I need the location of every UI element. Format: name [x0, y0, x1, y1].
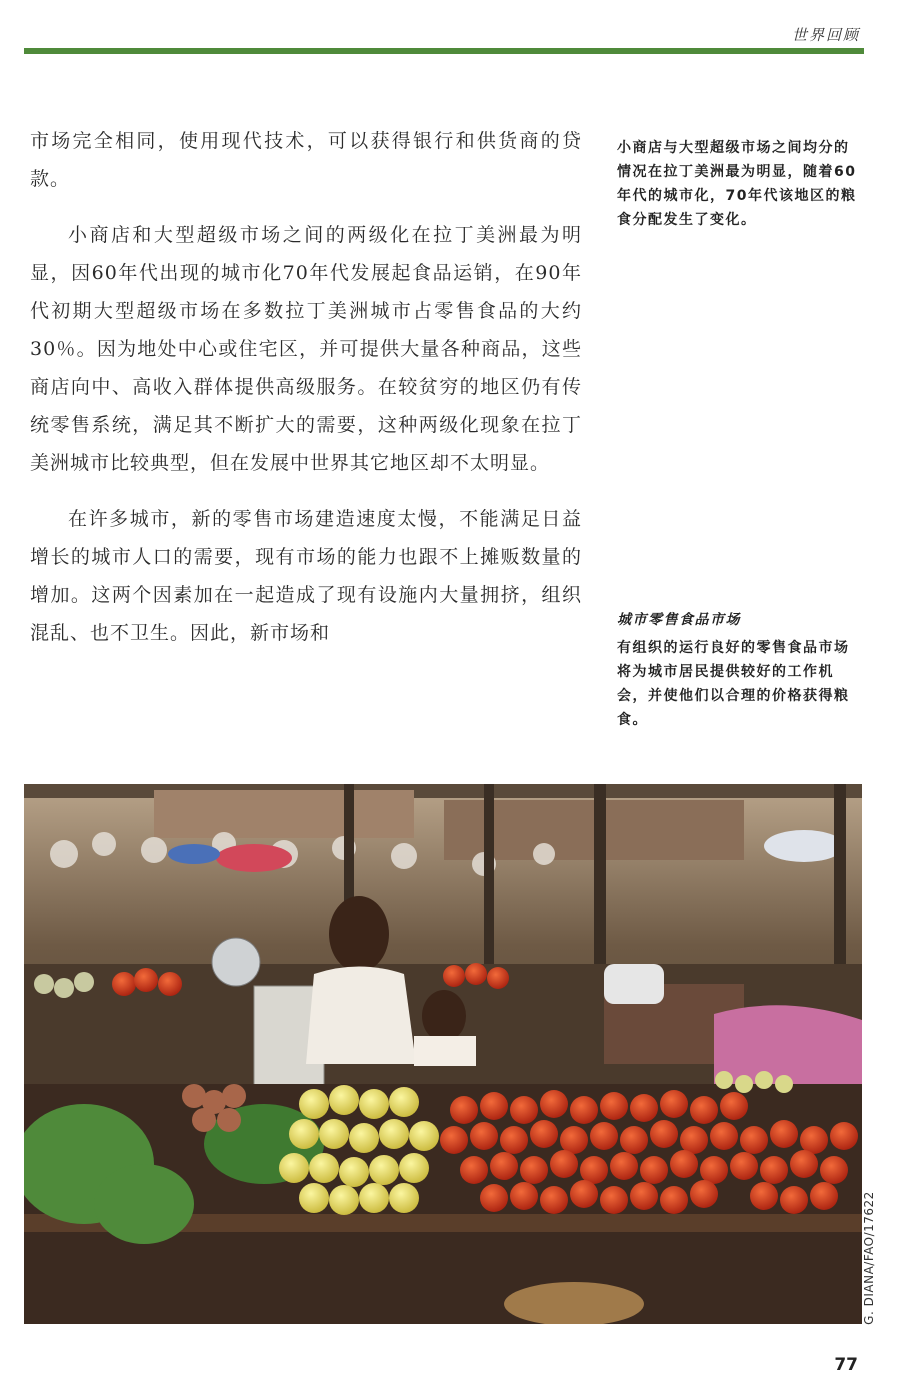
- caption-title: 城市零售食品市场: [617, 612, 741, 628]
- page-number: 77: [834, 1355, 858, 1375]
- paragraph-3: 在许多城市，新的零售市场建造速度太慢，不能满足日益增长的城市人口的需要，现有市场的能力也跟不上摊贩数量的增加。这两个因素加在一起造成了现有设施内大量拥挤，组织混乱、也不卫生。因此，新市场和: [30, 508, 582, 644]
- photo-credit: G. DIANA/FAO/17622: [862, 1191, 876, 1325]
- market-photo: [24, 784, 862, 1324]
- header-rule: [24, 48, 864, 54]
- sidebar-note: 小商店与大型超级市场之间均分的情况在拉丁美洲最为明显，随着60年代的城市化，70年代该地区的粮食分配发生了变化。: [617, 140, 857, 228]
- photo-caption: [617, 608, 857, 732]
- main-text-column: [30, 122, 582, 670]
- caption-text: 有组织的运行良好的零售食品市场将为城市居民提供较好的工作机会，并使他们以合理的价格获得粮食。: [617, 640, 850, 728]
- paragraph-1: 市场完全相同，使用现代技术，可以获得银行和供货商的贷款。: [30, 130, 582, 190]
- section-title: 世界回顾: [791, 26, 860, 44]
- paragraph-2: 小商店和大型超级市场之间的两级化在拉丁美洲最为明显，因60年代出现的城市化70年代发展起食品运销，在90年代初期大型超级市场在多数拉丁美洲城市占零售食品的大约30％。因为地处中心或住宅区，并可提供大量各种商品，这些商店向中、高收入群体提供高级服务。在较贫穷的地区仍有传统零售系统，满足其不断扩大的需要，这种两级化现象在拉丁美洲城市比较典型，但在发展中世界其它地区却不太明显。: [30, 224, 582, 474]
